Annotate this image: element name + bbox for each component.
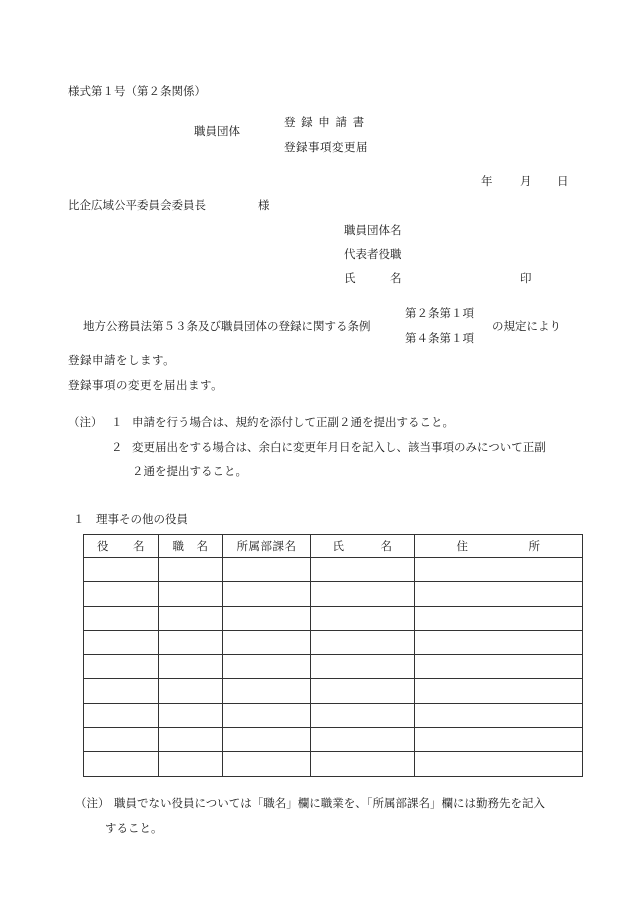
note-1-number: １ xyxy=(111,415,123,429)
applicant-name-label: 氏 名 xyxy=(344,271,402,285)
cell-job-title[interactable] xyxy=(159,582,223,606)
cell-name[interactable] xyxy=(311,582,415,606)
cell-address[interactable] xyxy=(415,703,583,727)
cell-department[interactable] xyxy=(223,728,311,752)
cell-role[interactable] xyxy=(84,728,159,752)
statement-option-article2: 第２条第１項 xyxy=(405,306,474,320)
cell-name[interactable] xyxy=(311,679,415,703)
table-row xyxy=(84,630,583,654)
cell-department[interactable] xyxy=(223,703,311,727)
cell-department[interactable] xyxy=(223,630,311,654)
cell-job-title[interactable] xyxy=(159,679,223,703)
officers-table-header xyxy=(84,535,583,558)
cell-address[interactable] xyxy=(415,606,583,630)
form-number: 様式第１号（第２条関係） xyxy=(68,84,206,98)
cell-department[interactable] xyxy=(223,679,311,703)
officers-table-body xyxy=(84,558,583,777)
cell-address[interactable] xyxy=(415,679,583,703)
cell-job-title[interactable] xyxy=(159,752,223,776)
section-title-officers: １ 理事その他の役員 xyxy=(73,512,188,526)
cell-name[interactable] xyxy=(311,752,415,776)
statement-prefix: 地方公務員法第５３条及び職員団体の登録に関する条例 xyxy=(83,319,371,333)
column-header-role: 役 名 xyxy=(84,535,159,558)
cell-role[interactable] xyxy=(84,703,159,727)
date-year: 年 xyxy=(481,174,493,188)
officers-note-text-continued: すること。 xyxy=(105,821,163,835)
cell-job-title[interactable] xyxy=(159,630,223,654)
cell-address[interactable] xyxy=(415,582,583,606)
note-1-text: 申請を行う場合は、規約を添付して正副２通を提出すること。 xyxy=(132,415,454,429)
cell-address[interactable] xyxy=(415,630,583,654)
cell-role[interactable] xyxy=(84,655,159,679)
officers-note-text: 職員でない役員については「職名」欄に職業を、「所属部課名」欄には勤務先を記入 xyxy=(114,796,546,810)
cell-role[interactable] xyxy=(84,606,159,630)
column-header-job-title: 職 名 xyxy=(159,535,223,558)
cell-role[interactable] xyxy=(84,582,159,606)
applicant-rep-title-label: 代表者役職 xyxy=(344,247,402,261)
seal-mark: 印 xyxy=(520,271,532,285)
column-header-department: 所属部課名 xyxy=(223,535,311,558)
date-day: 日 xyxy=(557,174,569,188)
cell-name[interactable] xyxy=(311,630,415,654)
statement-suffix: の規定により xyxy=(492,319,561,333)
applicant-org-name-label: 職員団体名 xyxy=(344,223,402,237)
cell-role[interactable] xyxy=(84,752,159,776)
note-2-number: ２ xyxy=(111,440,123,454)
cell-department[interactable] xyxy=(223,582,311,606)
note-2-text: 変更届出をする場合は、余白に変更年月日を記入し、該当事項のみについて正副 xyxy=(132,440,546,454)
table-row xyxy=(84,703,583,727)
cell-name[interactable] xyxy=(311,655,415,679)
heading-option-change: 登録事項変更届 xyxy=(284,140,368,154)
note-2-text-continued: ２通を提出すること。 xyxy=(132,464,247,478)
cell-job-title[interactable] xyxy=(159,558,223,582)
cell-department[interactable] xyxy=(223,558,311,582)
cell-name[interactable] xyxy=(311,558,415,582)
cell-department[interactable] xyxy=(223,606,311,630)
table-row xyxy=(84,679,583,703)
heading-subject: 職員団体 xyxy=(194,124,240,138)
addressee-honorific: 様 xyxy=(258,198,270,212)
cell-job-title[interactable] xyxy=(159,703,223,727)
cell-job-title[interactable] xyxy=(159,728,223,752)
statement-change-line: 登録事項の変更を届出ます。 xyxy=(68,378,224,392)
heading-option-registration: 登 録 申 請 書 xyxy=(284,115,366,129)
table-row xyxy=(84,728,583,752)
table-row xyxy=(84,558,583,582)
statement-option-article4: 第４条第１項 xyxy=(405,331,474,345)
cell-role[interactable] xyxy=(84,630,159,654)
cell-name[interactable] xyxy=(311,703,415,727)
cell-role[interactable] xyxy=(84,558,159,582)
cell-address[interactable] xyxy=(415,655,583,679)
cell-address[interactable] xyxy=(415,752,583,776)
date-month: 月 xyxy=(520,174,532,188)
table-row xyxy=(84,752,583,776)
addressee-name: 比企広域公平委員会委員長 xyxy=(68,198,206,212)
table-row xyxy=(84,582,583,606)
statement-registration-line: 登録申請をします。 xyxy=(68,353,176,367)
notes-label: （注） xyxy=(68,415,103,429)
cell-job-title[interactable] xyxy=(159,606,223,630)
table-row xyxy=(84,655,583,679)
cell-job-title[interactable] xyxy=(159,655,223,679)
cell-name[interactable] xyxy=(311,606,415,630)
cell-address[interactable] xyxy=(415,558,583,582)
officers-table xyxy=(83,534,583,777)
cell-address[interactable] xyxy=(415,728,583,752)
cell-role[interactable] xyxy=(84,679,159,703)
column-header-address: 住 所 xyxy=(415,535,583,558)
officers-note-label: （注） xyxy=(75,796,110,810)
cell-department[interactable] xyxy=(223,655,311,679)
table-row xyxy=(84,606,583,630)
cell-department[interactable] xyxy=(223,752,311,776)
cell-name[interactable] xyxy=(311,728,415,752)
column-header-name: 氏 名 xyxy=(311,535,415,558)
